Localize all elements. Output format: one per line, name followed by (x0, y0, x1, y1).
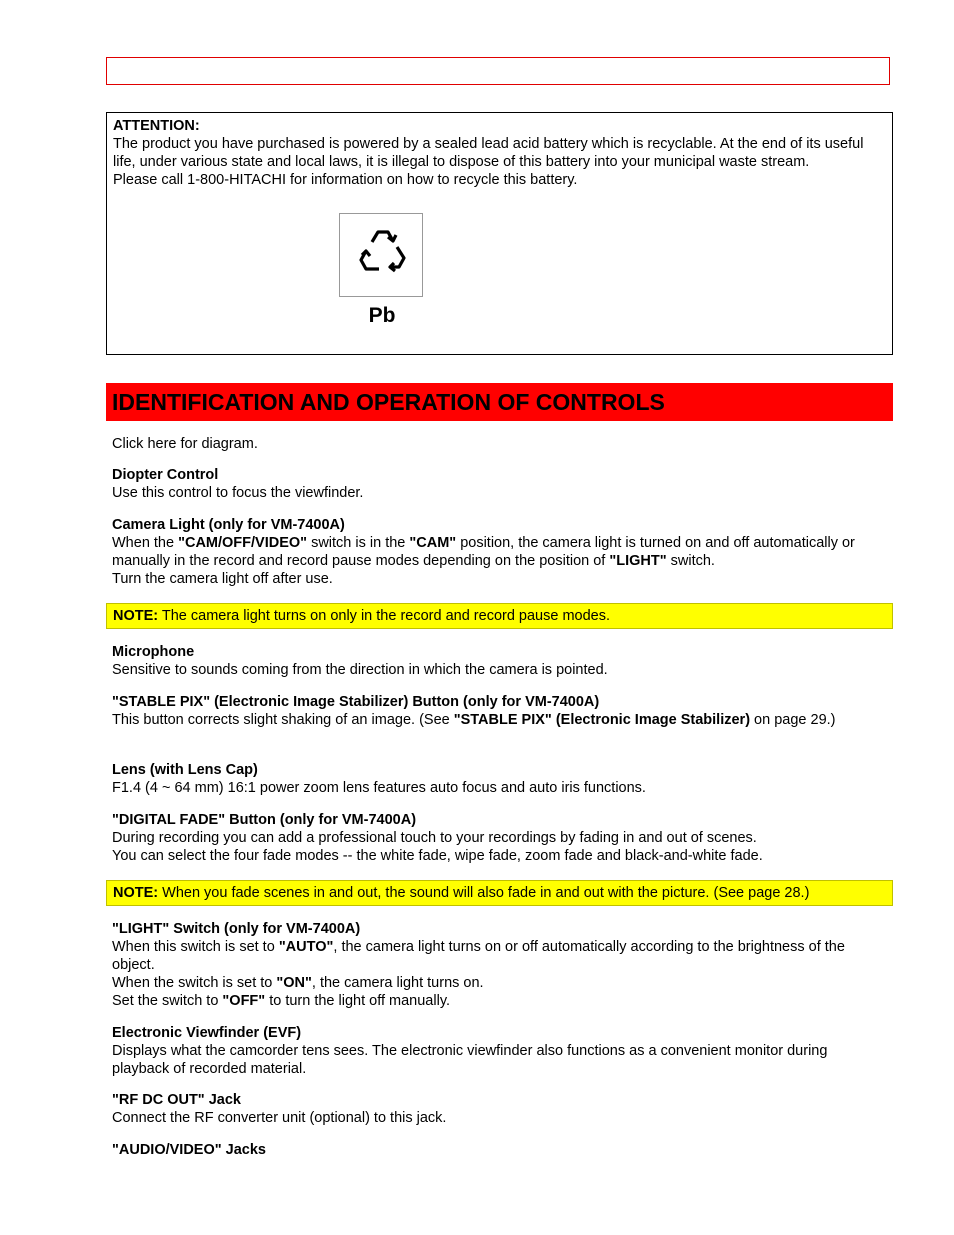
note-label: NOTE: (113, 608, 159, 624)
item-title: "RF DC OUT" Jack (112, 1092, 241, 1108)
diagram-link[interactable]: Click here for diagram. (112, 436, 258, 452)
pb-label: Pb (368, 304, 396, 327)
digital-fade-item (112, 811, 882, 865)
item-text: You can select the four fade modes -- the white fade, wipe fade, zoom fade and black-and-white fade. (112, 848, 763, 864)
item-text: Use this control to focus the viewfinder. (112, 485, 364, 501)
evf-item (112, 1024, 882, 1078)
item-text: When the "CAM/OFF/VIDEO" switch is in the "CAM" position, the camera light is turned on and off automatically or manually in the record and record pause modes depending on the position of "LIGHT" switch. (112, 535, 855, 569)
top-frame (106, 57, 890, 85)
item-title: Lens (with Lens Cap) (112, 762, 258, 778)
item-title: "LIGHT" Switch (only for VM-7400A) (112, 921, 361, 937)
attention-text: The product you have purchased is powered by a sealed lead acid battery which is recyclable. At the end of its useful life, under various state and local laws, it is illegal to dispose of this battery into your municipal waste stream. (113, 136, 864, 170)
item-text: This button corrects slight shaking of an image. (See "STABLE PIX" (Electronic Image Stabilizer) on page 29.) (112, 712, 836, 728)
lens-item (112, 761, 882, 797)
section-banner (106, 383, 893, 421)
attention-box (106, 112, 893, 355)
item-text: Sensitive to sounds coming from the direction in which the camera is pointed. (112, 662, 608, 678)
item-title: Diopter Control (112, 467, 219, 483)
camera-light-item (112, 516, 882, 588)
light-switch-item (112, 920, 882, 1010)
note-label: NOTE: (113, 885, 159, 901)
item-text: During recording you can add a professional touch to your recordings by fading in and out of scenes. (112, 830, 757, 846)
item-text: When this switch is set to "AUTO", the camera light turns on or off automatically according to the brightness of the object. (112, 939, 845, 973)
item-title: "DIGITAL FADE" Button (only for VM-7400A) (112, 812, 417, 828)
rf-dc-out-item (112, 1091, 882, 1127)
item-title: Camera Light (only for VM-7400A) (112, 517, 345, 533)
item-title: "STABLE PIX" (Electronic Image Stabilizer) Button (only for VM-7400A) (112, 694, 600, 710)
item-title: "AUDIO/VIDEO" Jacks (112, 1142, 266, 1158)
diopter-item (112, 466, 882, 502)
attention-call-text: Please call 1-800-HITACHI for information on how to recycle this battery. (113, 172, 578, 188)
note-box (106, 880, 893, 906)
note-text: When you fade scenes in and out, the sound will also fade in and out with the picture. (See page 28.) (158, 885, 810, 901)
item-title: Microphone (112, 644, 195, 660)
recycle-icon (348, 222, 414, 288)
item-title: Electronic Viewfinder (EVF) (112, 1025, 302, 1041)
note-box (106, 603, 893, 629)
stable-pix-item (112, 693, 882, 729)
section-title: IDENTIFICATION AND OPERATION OF CONTROLS (112, 389, 665, 415)
audio-video-item (112, 1141, 882, 1159)
note-text: The camera light turns on only in the record and record pause modes. (158, 608, 611, 624)
item-text: Displays what the camcorder tens sees. The electronic viewfinder also functions as a convenient monitor during playback of recorded material. (112, 1043, 828, 1077)
item-text: When the switch is set to "ON", the camera light turns on. (112, 975, 484, 991)
item-text: Set the switch to "OFF" to turn the light off manually. (112, 993, 451, 1009)
item-text: Turn the camera light off after use. (112, 571, 333, 587)
item-text: Connect the RF converter unit (optional) to this jack. (112, 1110, 447, 1126)
recycle-logo (339, 213, 425, 329)
item-text: F1.4 (4 ~ 64 mm) 16:1 power zoom lens features auto focus and auto iris functions. (112, 780, 646, 796)
attention-title: ATTENTION: (113, 118, 200, 134)
microphone-item (112, 643, 882, 679)
